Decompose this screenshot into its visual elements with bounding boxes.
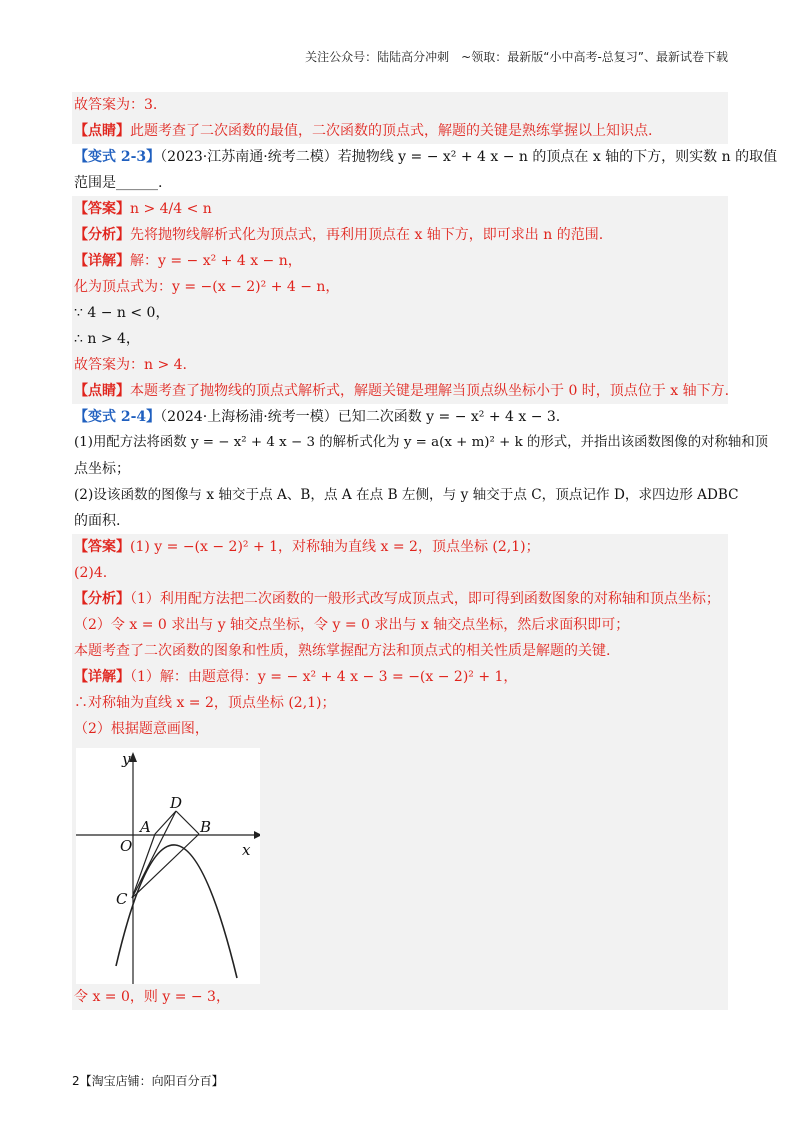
final-line: 令 x = 0，则 y = − 3， bbox=[74, 989, 230, 1005]
analysis-text: 先将抛物线解析式化为顶点式，再利用顶点在 x 轴下方，即可求出 n 的范围. bbox=[130, 227, 604, 243]
label-d: D bbox=[170, 794, 183, 812]
detail-line: ∴对称轴为直线 x = 2，顶点坐标 (2,1)； bbox=[74, 695, 336, 711]
comment-tag: 【点睛】 bbox=[74, 123, 130, 139]
question-text: 若抛物线 y = − x² + 4 x − n 的顶点在 x 轴的下方，则实数 n 的取值 bbox=[337, 149, 778, 165]
page-header: 关注公众号：陆陆高分冲刺 ~领取：最新版“小中高考-总复习”、最新试卷下载 bbox=[305, 50, 728, 64]
previous-comment bbox=[72, 118, 728, 144]
detail-tag: 【详解】 bbox=[74, 253, 130, 269]
label-y: y bbox=[122, 750, 131, 768]
answer-2-3 bbox=[72, 196, 728, 222]
question-2-4 bbox=[72, 404, 728, 430]
question-2-3 bbox=[72, 144, 778, 170]
label-b: B bbox=[200, 818, 212, 836]
label-a: A bbox=[140, 818, 151, 836]
x-axis-arrow-icon bbox=[254, 831, 260, 839]
question-source: （2024·上海杨浦·统考一模） bbox=[160, 409, 338, 425]
detail-line: （2）根据题意画图， bbox=[74, 721, 209, 737]
answer-block-prev bbox=[72, 92, 728, 144]
detail-line: ∴ n > 4， bbox=[74, 331, 140, 347]
answer-2-4-part2: (2)4. bbox=[74, 565, 108, 581]
answer-text: n > 4/4 < n bbox=[130, 201, 212, 217]
question-2-4-part1-cont: 点坐标； bbox=[74, 461, 130, 477]
question-text: 已知二次函数 y = − x² + 4 x − 3. bbox=[337, 409, 561, 425]
parabola-curve bbox=[116, 845, 237, 978]
parabola-graph bbox=[76, 748, 260, 984]
detail-text: 解：y = − x² + 4 x − n， bbox=[130, 253, 302, 269]
answer-text: (1) y = −(x − 2)² + 1，对称轴为直线 x = 2，顶点坐标 (2,1)； bbox=[130, 539, 540, 555]
analysis-text: （1）利用配方法把二次函数的一般形式改写成顶点式，即可得到函数图象的对称轴和顶点坐标； bbox=[130, 591, 720, 607]
comment-tag: 【点睛】 bbox=[74, 383, 130, 399]
analysis-line: 本题考查了二次函数的图象和性质，熟练掌握配方法和顶点式的相关性质是解题的关键. bbox=[74, 643, 611, 659]
segment-cb bbox=[132, 834, 199, 898]
detail-line: ∵ 4 − n < 0， bbox=[74, 305, 170, 321]
previous-answer: 故答案为：3. bbox=[74, 97, 158, 113]
question-2-3-cont: 范围是______. bbox=[74, 175, 163, 191]
analysis-tag: 【分析】 bbox=[74, 227, 130, 243]
comment-text: 此题考查了二次函数的最值，二次函数的顶点式，解题的关键是熟练掌握以上知识点. bbox=[130, 123, 653, 139]
parabola-figure bbox=[76, 748, 260, 984]
page-content bbox=[72, 92, 778, 1010]
question-2-4-part1: (1)用配方法将函数 y = − x² + 4 x − 3 的解析式化为 y = a(x + m)² + k 的形式，并指出该函数图像的对称轴和顶 bbox=[74, 435, 769, 450]
detail-tag: 【详解】 bbox=[74, 669, 130, 685]
question-2-4-part2: (2)设该函数的图像与 x 轴交于点 A、B，点 A 在点 B 左侧，与 y 轴交于点 C，顶点记作 D，求四边形 ADBC bbox=[74, 487, 739, 503]
analysis-line: （2）令 x = 0 求出与 y 轴交点坐标，令 y = 0 求出与 x 轴交点坐标，然后求面积即可； bbox=[74, 617, 630, 633]
label-c: C bbox=[116, 890, 128, 908]
label-o: O bbox=[120, 837, 133, 855]
comment-text: 本题考查了抛物线的顶点式解析式，解题关键是理解当顶点纵坐标小于 0 时，顶点位于 x 轴下方. bbox=[130, 383, 730, 399]
answer-block-2-4 bbox=[72, 534, 728, 1010]
label-x: x bbox=[242, 841, 251, 859]
segment-ca bbox=[132, 834, 155, 898]
answer-tag: 【答案】 bbox=[74, 539, 130, 555]
question-2-4-part2-cont: 的面积. bbox=[74, 513, 121, 529]
detail-text: （1）解：由题意得：y = − x² + 4 x − 3 = −(x − 2)² + 1， bbox=[130, 669, 518, 685]
comment-2-3 bbox=[72, 378, 728, 404]
detail-line: 故答案为：n > 4. bbox=[74, 357, 188, 373]
question-tag: 【变式 2-3】 bbox=[74, 149, 161, 165]
detail-2-3 bbox=[72, 248, 728, 274]
analysis-2-3 bbox=[72, 222, 728, 248]
question-tag: 【变式 2-4】 bbox=[74, 409, 161, 425]
analysis-2-4 bbox=[72, 586, 728, 612]
answer-2-4 bbox=[72, 534, 728, 560]
detail-2-4 bbox=[72, 664, 728, 690]
analysis-tag: 【分析】 bbox=[74, 591, 130, 607]
answer-tag: 【答案】 bbox=[74, 201, 130, 217]
detail-line: 化为顶点式为：y = −(x − 2)² + 4 − n， bbox=[74, 279, 340, 295]
page-footer: 2【淘宝店铺：向阳百分百】 bbox=[72, 1074, 224, 1088]
segment-cd bbox=[132, 811, 176, 898]
answer-block-2-3 bbox=[72, 196, 728, 404]
segment-db bbox=[176, 811, 199, 834]
question-source: （2023·江苏南通·统考二模） bbox=[160, 149, 338, 165]
